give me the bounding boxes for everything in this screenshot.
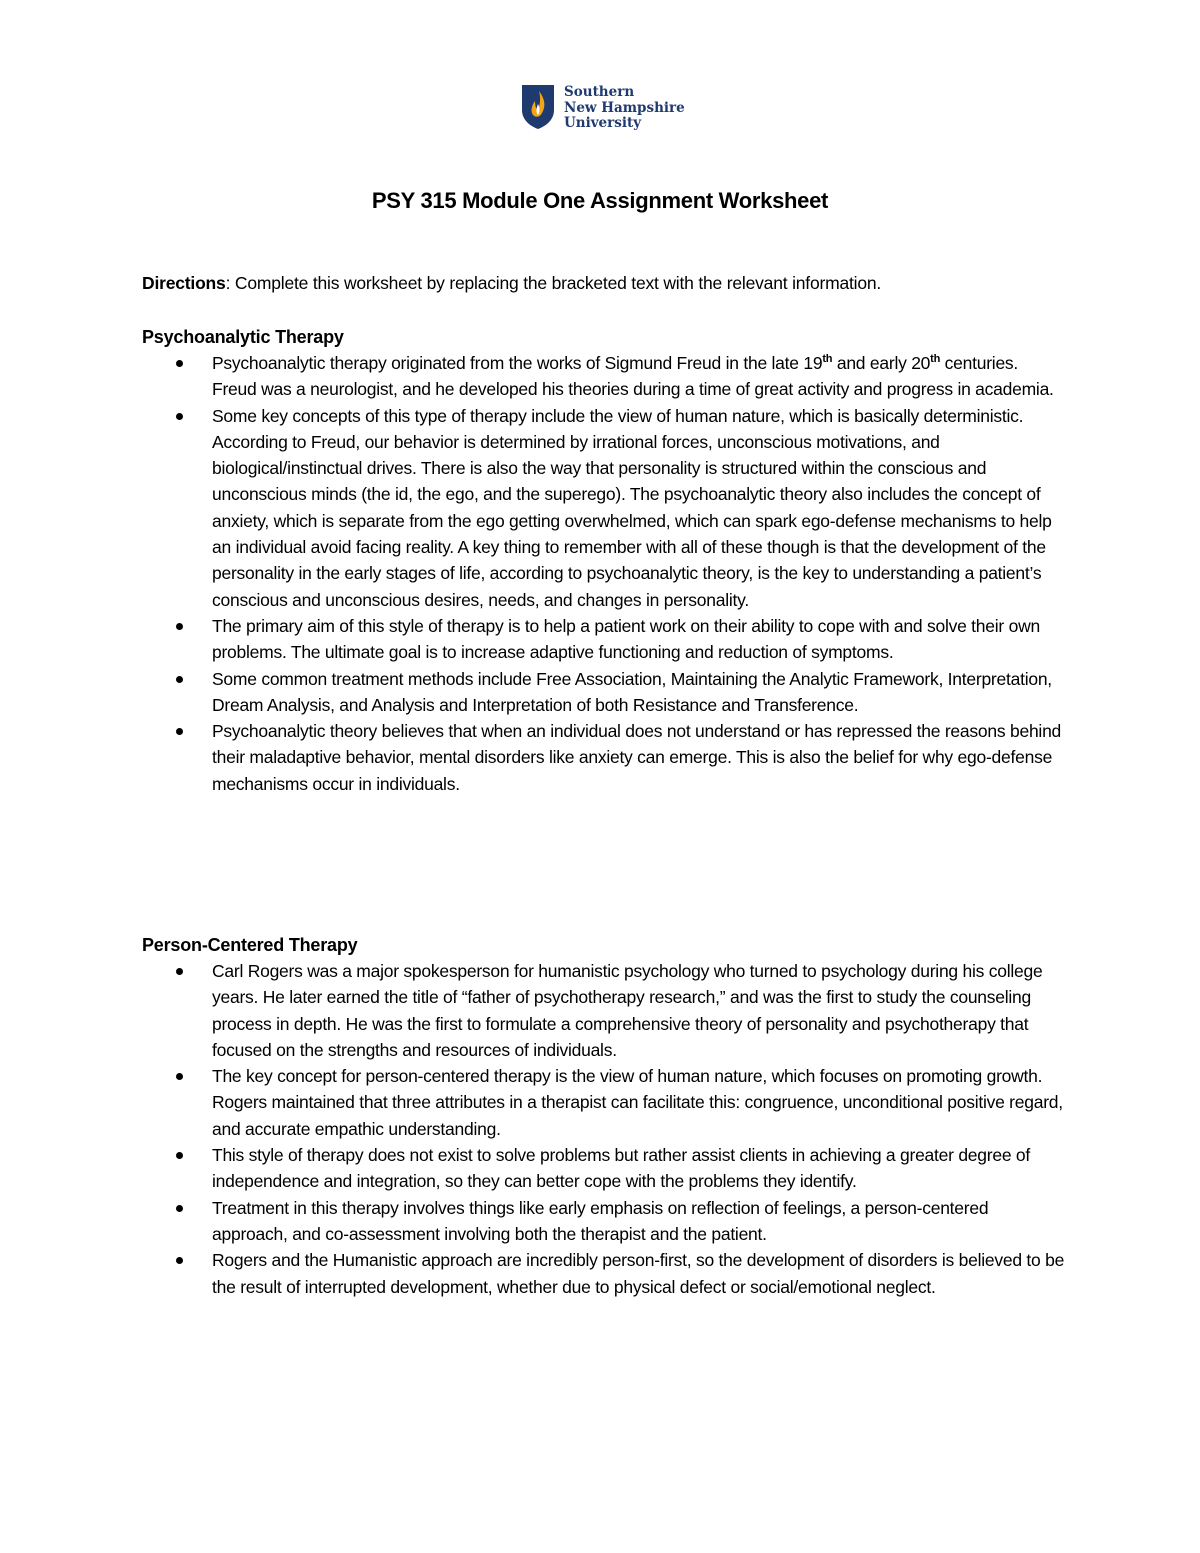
directions xyxy=(142,273,881,294)
bullet-icon xyxy=(176,1073,183,1080)
logo-line-1: Southern xyxy=(564,84,635,100)
bullet-icon xyxy=(176,1152,183,1159)
university-logo xyxy=(521,84,685,132)
logo-line-3: University xyxy=(564,115,642,131)
list-item: Carl Rogers was a major spokesperson for humanistic psychology who turned to psychology during his college years. He later earned the title of “father of psychotherapy research,” and was the first to study the counseling process in depth. He was the first to formulate a comprehensive theory of personality and psychotherapy that focused on the strengths and resources of individuals. xyxy=(142,958,1067,1063)
list-item: Rogers and the Humanistic approach are incredibly person-first, so the development of disorders is believed to be the result of interrupted development, whether due to physical defect or social/emotional neglect. xyxy=(142,1247,1067,1300)
page-title: PSY 315 Module One Assignment Worksheet xyxy=(371,188,829,213)
list-item: Treatment in this therapy involves things like early emphasis on reflection of feelings, a person-centered approach, and co-assessment involving both the therapist and the patient. xyxy=(142,1195,1067,1248)
list-item: The key concept for person-centered therapy is the view of human nature, which focuses on promoting growth. Rogers maintained that three attributes in a therapist can facilitate this: congruence, unconditional positive regard, and accurate empathic understanding. xyxy=(142,1063,1067,1142)
list-item: Psychoanalytic theory believes that when an individual does not understand or has repressed the reasons behind their maladaptive behavior, mental disorders like anxiety can emerge. This is also the belief for why ego-defense mechanisms occur in individuals. xyxy=(142,718,1067,797)
bullet-icon xyxy=(176,1205,183,1212)
university-name xyxy=(564,85,685,132)
bullet-icon xyxy=(176,728,183,735)
list-item: The primary aim of this style of therapy is to help a patient work on their ability to cope with and solve their own problems. The ultimate goal is to increase adaptive functioning and reduction of symptoms. xyxy=(142,613,1067,666)
section-person-centered-therapy xyxy=(142,932,1067,1300)
bullet-icon xyxy=(176,1257,183,1264)
directions-text: : Complete this worksheet by replacing the bracketed text with the relevant information. xyxy=(225,273,882,293)
section-heading: Psychoanalytic Therapy xyxy=(142,327,344,347)
list-item: Some key concepts of this type of therapy include the view of human nature, which is basically deterministic. According to Freud, our behavior is determined by irrational forces, unconscious motivations, and biological/instinctual drives. There is also the way that personality is structured within the conscious and unconscious minds (the id, the ego, and the superego). The psychoanalytic theory also includes the concept of anxiety, which is separate from the ego getting overwhelmed, which can spark ego-defense mechanisms to help an individual avoid facing reality. A key thing to remember with all of these though is that the development of the personality in the early stages of life, according to psychoanalytic theory, is the key to understanding a patient’s conscious and unconscious desires, needs, and changes in personality. xyxy=(142,403,1067,613)
logo-line-2: New Hampshire xyxy=(564,99,685,116)
bullet-icon xyxy=(176,676,183,683)
bullet-list xyxy=(142,958,1067,1300)
list-item: Psychoanalytic therapy originated from the works of Sigmund Freud in the late 19th and early 20th centuries. Freud was a neurologist, and he developed his theories during a time of great activity and progress in academia. xyxy=(142,350,1067,403)
section-heading: Person-Centered Therapy xyxy=(142,935,358,955)
shield-flame-icon xyxy=(521,84,555,130)
directions-label: Directions xyxy=(142,273,226,293)
bullet-icon xyxy=(176,968,183,975)
list-item: This style of therapy does not exist to solve problems but rather assist clients in achieving a greater degree of independence and integration, so they can better cope with the problems they identify. xyxy=(142,1142,1067,1195)
list-item: Some common treatment methods include Free Association, Maintaining the Analytic Framework, Interpretation, Dream Analysis, and Analysis and Interpretation of both Resistance and Transference. xyxy=(142,666,1067,719)
section-psychoanalytic-therapy xyxy=(142,324,1067,797)
bullet-icon xyxy=(176,360,183,367)
bullet-list xyxy=(142,350,1067,797)
bullet-icon xyxy=(176,623,183,630)
bullet-icon xyxy=(176,413,183,420)
